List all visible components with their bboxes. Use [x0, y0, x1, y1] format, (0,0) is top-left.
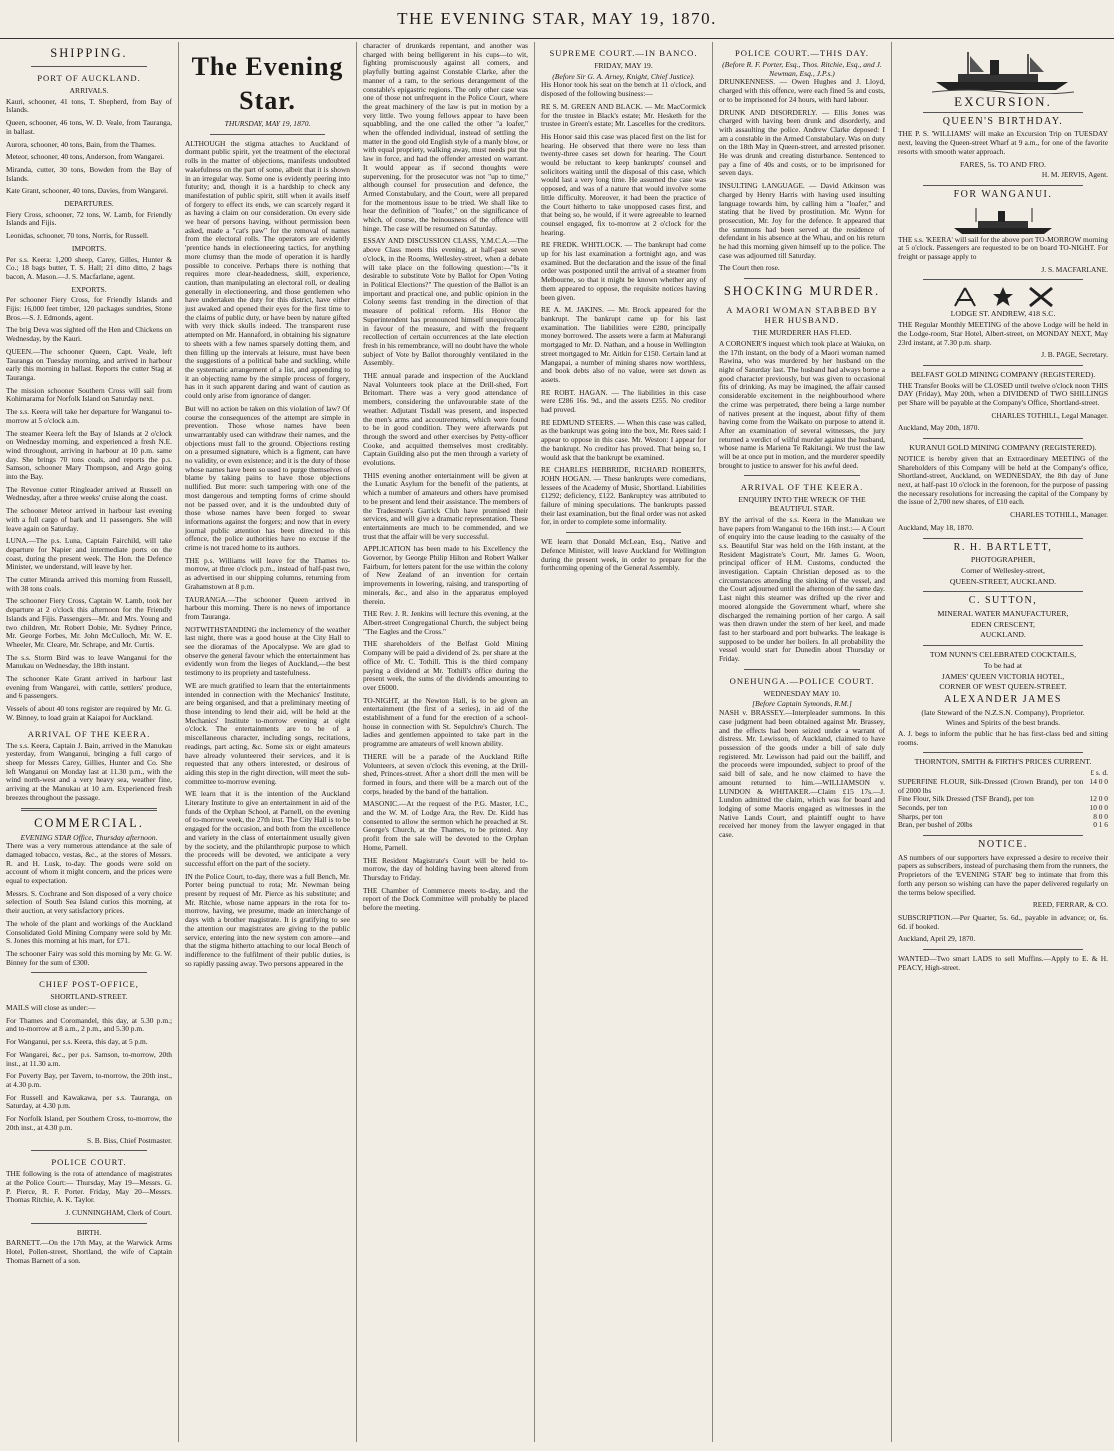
news-paragraph: THE annual parade and inspection of the Auckland Naval Volunteers took place at the Drill-shed, Fort Britomart. There was a very good attendance of members, considering the unfavourable state of the weather. Adjutant Tisdall was present, and inspected the men's arms and accoutrements, which were found to be in good condition. They were afterwards put through the sword and other exercises by Petty-officer Cooke, and acquitted themselves most creditably. Captain Guilding also put the men through a variety of evolutions. [363, 371, 528, 468]
divider [566, 532, 681, 533]
court-case: His Honor said this case was placed first on the list for hearing. He observed that there were no less than twenty-three cases set down for hearing. The Court would be reluctant to keep bankrupts' counsel and solicitors waiting until the disposal of this case, which would last a very long time. He assumed the case was opposed, and was of a nature that would involve some little difficulty. Moreover, it had been the practice of the Court hitherto to take unopposed cases first, and that being so, he would, if it were agreeable to learned counsel engaged, fix to-morrow at 2 o'clock for the hearing. [541, 131, 706, 237]
tothill-manager-date: Auckland, May 18, 1870. [898, 522, 974, 532]
sutton-name: C. SUTTON, [968, 595, 1038, 607]
news-paragraph: TAURANGA.—The schooner Queen arrived in harbour this morning. There is no news of importance from Tauranga. [185, 594, 350, 621]
court-case: RE EDMUND STEERS. — When this case was called, as the bankrupt was going into the box, Mr. Rees said: I appear to oppose in this case. Mr. Weston: I appear for the bankrupt. No creditor has proved. That being so, I would ask that the bankrupt be examined. [541, 417, 706, 462]
star-icon [992, 286, 1014, 308]
divider [923, 645, 1083, 646]
keera-heading: ARRIVAL OF THE KEERA. [27, 728, 151, 739]
post-item: For Thames and Coromandel, this day, at 5.30 p.m.; and to-morrow at 8 a.m., 2 p.m., and 5.30 p.m. [6, 1015, 172, 1034]
commercial-item: Messrs. S. Cochrane and Son disposed of a very choice selection of South Sea Island curios this morning, at their auction, at very satisfactory prices. [6, 888, 172, 916]
police-court-today-heading: POLICE COURT.—THIS DAY. [734, 48, 870, 58]
prices-current-heading: THORNTON, SMITH & FIRTH'S PRICES CURRENT. [914, 757, 1092, 767]
shipping-news: The schooner Kate Grant arrived in harbour last evening from Wangarei, with cattle, settlers' produce, and 6 passengers. [6, 674, 172, 701]
post-item: For Wangarei, &c., per p.s. Samson, to-morrow, 20th inst., at 11.30 a.m. [6, 1049, 172, 1068]
price-value: 0 1 6 [1093, 820, 1108, 830]
exports-text: Per schooner Fiery Cross, for Friendly Islands and Fijis: 16,000 feet timber, 120 packages sundries, Stone Bros.—S. J. Edmonds, agent. [6, 295, 172, 322]
editorial-paragraph: ALTHOUGH the stigma attaches to Auckland of dormant public spirit, yet the treatment of the electoral rolls in the matter of objections, manifests undoubted wakefulness on the part of some, albeit that it is shown in an irregular way. Some one is evidently peering into futurity; and, though it is a hardship to check any manifestation of public spirit, still when it avails itself of forgery to effect its ends, we can scarcely regard it as having a claim on our consideration. On every side we hear of persons having, without permission been asked, made a "cat's paw" for the removal of names from the electoral rolls. The operators are evidently 'prentice hands in electioneering tactics, for anything more clumsy than the mode of operation it is hardly possible to conceive. Perhaps there is nothing that requires more clear-headedness, skill, experience, caution, than manipulating an electoral roll, or dealing generally in electioneering, and those gentlemen who have undertaken the duty for this district, have either just awaked and opened their eyes for the first time to the claims of public duty, or have been by nature gifted with very thick skulls indeed. The transparent ruse attempted on Mr. Hannaford, in obtaining his signature to sheets with a few names sparsely dotting them, and then filling up the intervals at leisure, must have been the suggestions of a political babe and suckling, while the systematic arrangement of a list, and appending to it an objecting name by the simple process of forgery, has in it such apparent daring and want of caution as could only arise from ignorance of danger. [185, 138, 350, 401]
news-paragraph: NOTWITHSTANDING the inclemency of the weather last night, there was a good house at the City Hall to see the dioramas of the Apocalypse. We are glad to observe the general favour which the entertainment has evidently won from the lieges of Auckland,—the best testimony to its propriety and tastefulness. [185, 624, 350, 678]
price-value: 8 0 0 [1093, 811, 1108, 821]
imports-text: Per s.s. Keera: 1,200 sheep, Carey, Gilles, Hunter & Co.; 18 bags butter, T. S. Hall; 21 ditto ditto, 2 bags bacon, A. Mason.—J. S. Macfarlane, agent. [6, 254, 172, 281]
arrival-item: Miranda, cutter, 30 tons, Bowden from the Bay of Islands. [6, 164, 172, 183]
keera-text: The s.s. Keera, Captain J. Bain, arrived in the Manukau yesterday, from Wanganui, bringing a full cargo of sheep for Messrs Carey, Gillies, Hunter and Co. She left Wanganui on Monday last at 11.30 p.m., with the wind north-west and a very heavy sea, weather fine, arriving at the Manukau at 10 a.m. Experienced fresh breezes throughout the passage. [6, 740, 172, 802]
macfarlane-signature: J. S. MACFARLANE. [1041, 264, 1108, 274]
onehunga-date: WEDNESDAY MAY 10. [763, 688, 841, 698]
column-police-and-ads [712, 42, 891, 1442]
news-paragraph: TO-NIGHT, at the Newton Hall, is to be given an entertainment (the first of a series), in aid of the establishment of a fund for the erection of a school-house in connection with St. Sepulchre's Church. The ladies and gentlemen appointed to take part in the programme are amateurs of well known ability. [363, 695, 528, 749]
divider [923, 438, 1083, 439]
murder-subheading-2: THE MURDERER HAS FLED. [752, 328, 852, 338]
newspaper-header-title: THE EVENING STAR, MAY 19, 1870. [397, 9, 717, 28]
birth-heading: BIRTH. [76, 1227, 102, 1237]
postmaster-signature: S. B. Biss, Chief Postmaster. [86, 1135, 172, 1145]
price-item: Fine Flour, Silk Dressed (TSF Brand), per ton [898, 794, 1034, 804]
tothill-signature: CHARLES TOTHILL, Legal Manager. [991, 410, 1108, 420]
photographer-label: PHOTOGRAPHER, [970, 555, 1036, 565]
departure-item: Fiery Cross, schooner, 72 tons, W. Lamb, for Friendly Islands and Fijis. [6, 209, 172, 228]
divider [923, 365, 1083, 366]
proprietor-note: (late Steward of the N.Z.S.N. Company), Proprietor. [921, 707, 1085, 717]
notice-heading: NOTICE. [978, 839, 1028, 851]
divider [21, 808, 157, 811]
divider [31, 66, 147, 67]
sutton-address: EDEN CRESCENT, [971, 619, 1035, 629]
court-date: FRIDAY, MAY 19. [594, 61, 653, 70]
commercial-item: The whole of the plant and workings of the Auckland Consolidated Gold Mining Company were sold by Mr. S. Jones this morning at his mart, for £71. [6, 918, 172, 946]
shipping-news: The s.s. Storm Bird was to leave Wanganui for the Manukau on Wednesday, the 18th instant. [6, 652, 172, 671]
murder-heading: SHOCKING MURDER. [723, 284, 881, 299]
tothill-date: Auckland, May 20th, 1870. [898, 423, 980, 433]
wines-note: Wines and Spirits of the best brands. [945, 718, 1061, 728]
police-case: DRUNKENNESS. — Owen Hughes and J. Lloyd, charged with this offence, were each fined 5s and costs, or to be imprisoned for 24 hours, with hard labour. [719, 77, 885, 104]
arrivals-heading: ARRIVALS. [69, 86, 109, 95]
court-before: (Before Sir G. A. Arney, Knight, Chief Justice). [552, 71, 695, 81]
divider [31, 1223, 147, 1224]
arrival-item: Aurora, schooner, 40 tons, Bain, from the Thames. [6, 139, 156, 149]
court-case: RE A. M. JAKINS. — Mr. Brock appeared for the bankrupt. The bankrupt came up for his last examination. The liabilities were £280, principally money borrowed. The assets were a farm at Mahurangi mortgaged to Mr. D. Nathan, and a house in Wellington street mortgaged to Mr. Aitkin for £150. Certain land at Mangapai, a number of mining shares now worthless, and book debts also of no value, were set down as assets. [541, 305, 706, 384]
news-paragraph: character of drunkards repentant, and another was charged with being belligerent in his cups—to wit, fighting promiscuously against all comers, and playfully butting against Constable Clarke, after the manner of a ram, to the serious derangement of the constable's epigastric regions. The only other case was one of those not unfrequent in the Police Court, where the great machinery of the law is put in motion by a very little. Two young fellows appear to have been squabbling, and the one called the other "a loafer," when the offended individual, instead of settling the matter in the good old English style of a manly blow, or with equal propriety, walking away, must needs put the law in force, and had the offender arrested on warrant. It would appear as if second thoughts were supervening, for the prosecutor was not "up to time," although counsel for prosecution and defence, the Armed Constabulary, and the Court, were all prepared for the momentous issue to be tried. We shall like to hear the definition of "loafer," on the significance of which, of course, the heinousness of the offence will hinge. The case will be resumed on Saturday. [363, 42, 528, 233]
commercial-item: The schooner Fairy was sold this morning by Mr. G. W. Binney for the sum of £300. [6, 948, 172, 967]
news-paragraph: ESSAY AND DISCUSSION CLASS, Y.M.C.A.—The above Class meets this evening, at half-past seven o'clock, in the Rooms, Wellesley-street, when a debate will take place on the following question:—"Is it desirable to substitute Vote by Ballot for Open Voting in Political Elections?" The question of the Ballot is an important and practical one, and public opinion in the Colony seems fast trending in the direction of that measure of political reform. His Honor the Superintendent has pronounced himself unequivocally in favour of the measure, and with the frequent recollection of certain occurrences at the late election fresh in his remembrance, will no doubt have the whole subject of Vote by Ballot thoroughly ventilated in the Assembly. [363, 236, 528, 368]
masthead-title: The Evening Star. [191, 52, 344, 115]
court-case: RE CHARLES HEBBRIDE, RICHARD ROBERTS, JOHN HOGAN. — These bankrupts were comedians, lessees of the Academy of Music, Shortland. Liabilities £1292; deficiency, £122. Bankruptcy was attributed to failure of mining speculations. The bankrupts passed their last examination, but the final order was not asked for, in order to complete some informality. [541, 465, 706, 527]
price-value: 12 0 0 [1089, 794, 1108, 804]
news-paragraph: MASONIC.—At the request of the P.G. Master, I.C., and the W. M. of Lodge Ara, the Rev. Dr. Kidd has consented to allow the sermon which he preached at St. George's Church, at the Thames, to be printed. Any profit from the sale will be devoted to the Orphan Home, Parnell. [363, 799, 528, 852]
kuranui-notice: NOTICE is hereby given that an Extraordinary MEETING of the Shareholders of this Company will be held at the Company's office, Shortland-street, Auckland, on WEDNESDAY, the 8th day of June next, at half-past 10 o'clock in the forenoon, for the purpose of passing the necessary resolutions for increasing the capital of the Company by the issue of 2,700 new shares, of £10 each. [898, 453, 1108, 507]
arrival-item: Kate Grant, schooner, 40 tons, Davies, from Wangarei. [6, 186, 168, 196]
police-case: The Court then rose. [719, 263, 780, 273]
police-case: DRUNK AND DISORDERLY. — Ellis Jones was charged with having been drunk and disorderly, and with assaulting the police. Andrew Clarke deposed: I am a constable in the Armed Constabulary. Was on duty on the 18th May in Queen-street, and arrested prisoner. He was drunk and creating disturbance. Sentenced to pay a fine of 40s and costs, or to be imprisoned for seven days. [719, 107, 885, 178]
sutton-trade: MINERAL WATER MANUFACTURER, [937, 609, 1069, 619]
dateline: THURSDAY, MAY 19, 1870. [224, 119, 311, 128]
alexander-james: ALEXANDER JAMES [944, 693, 1062, 705]
shipping-news: The mission schooner Southern Cross will sail from Kohimarama for Norfolk Island on Saturday next. [6, 385, 172, 404]
belfast-notice: THE Transfer Books will be CLOSED until twelve o'clock noon THIS DAY (Friday), May 20th, when a DIVIDEND of TWO SHILLINGS per Share will be payable at the Company's Office, Shortland-street. [898, 380, 1108, 408]
court-case: RE ROBT. HAGAN. — The liabilities in this case were £286 16s. 9d., and the assets £255. No creditor had proved. [541, 387, 706, 415]
imports-heading: IMPORTS. [71, 243, 107, 253]
news-paragraph: APPLICATION has been made to his Excellency the Governor, by George Philip Hilton and Robert Walker Fairburn, for letters patent for the use within the colony of New Zealand of an invention for certain improvements in lowering, raising, and transporting of minerals, &c., and also in the apparatus employed therein. [363, 544, 528, 606]
divider [210, 134, 325, 135]
post-item: For Norfolk Island, per Southern Cross, to-morrow, the 20th inst., at 4.30 p.m. [6, 1114, 172, 1132]
divider [31, 972, 147, 973]
divider [923, 185, 1083, 186]
divider [744, 475, 860, 476]
williams-excursion-ad: THE P. S. 'WILLIAMS' will make an Excursion Trip on TUESDAY next, leaving the Queen-street Wharf at 9 a.m., for one of the favorite resorts with smooth water approach. [898, 129, 1108, 156]
news-paragraph: THE shareholders of the Belfast Gold Mining Company will be paid a dividend of 2s. per share at the office of Mr. C. Tothill. This is the third company paying a dividend at Mr. Tothill's office during the present week, the sums of the dividends amounting to over £6000. [363, 639, 528, 692]
price-item: Seconds, per ton [898, 802, 948, 812]
bartlett-name: R. H. BARTLETT, [953, 541, 1053, 553]
price-value: 10 0 0 [1089, 802, 1108, 812]
excursion-heading: EXCURSION. [954, 94, 1052, 109]
shipping-news: The schooner Fiery Cross, Captain W. Lamb, took her departure at 2 o'clock this afternoon for the Friendly Islands and Fijis. Passengers—Mr. and Mrs. Young and two children, Mr. Robert Dobie, Mr. Sydney Prince, Mr. George Forbes, Mr. John McCulloch, Mr. W. E. Wheeler, Mr. Cleare, Mr. Schrape, and Mr. Curtis. [6, 596, 172, 649]
divider [923, 112, 1083, 113]
divider [923, 279, 1083, 280]
post-item: For Wanganui, per s.s. Keera, this day, at 5 p.m. [6, 1037, 148, 1047]
steamer-icon [948, 206, 1058, 236]
news-paragraph: THIS evening another entertainment will be given at the Lunatic Asylum for the benefit of the patients, at which a number of amateurs and others have promised to be present and lend their assistance. The members of the Tradesmen's Garrick Club have promised their services, and will give a dramatic representation. These entertainments are much to be commended, and we trust that the affair will be very successful. [363, 470, 528, 541]
belfast-heading: BELFAST GOLD MINING COMPANY (REGISTERED). [910, 369, 1096, 379]
price-value: 14 0 0 [1089, 776, 1108, 786]
murder-subheading: A MAORI WOMAN STABBED BY HER HUSBAND. [726, 305, 878, 326]
shipping-news: The Revenue cutter Ringleader arrived at Russell on Wednesday, after a three weeks' cruise along the coast. [6, 484, 172, 503]
news-paragraph: WE learn that Donald McLean, Esq., Native and Defence Minister, will leave Auckland for Wellington during the present week, in order to prepare for the forthcoming opening of the General Assembly. [541, 537, 706, 573]
exports-heading: EXPORTS. [71, 284, 107, 294]
subscribers-notice: AS numbers of our supporters have expressed a desire to receive their papers as subscribers, instead of purchasing them from the runners, the Proprietors of the 'EVENING STAR' beg to intimate that from this forth any person so wishing can have the paper delivered regularly on the terms below specified. [898, 852, 1108, 897]
shipping-news: LUNA.—The p.s. Luna, Captain Fairchild, will take departure for Napier and intermediate ports on the coast, during the present week. The Hon. the Defence Minister, we understand, will leave by her. [6, 536, 172, 572]
news-paragraph: IN the Police Court, to-day, there was a full Bench, Mr. Porter being punctual to rota; Mr. Newman being present by request of Mr. Pierce as his substitute; and Mr. Ritchie, whose name appears in the rota for to-morrow, having, we presume, made an interchange of days with a brother magistrate. It is gratifying to see the attention our magistrates are giving to the public service, entering into the new system con amore—and that the stigma hitherto attaching to our local Bench of indifference to the fulfilment of their public duties, is so rapidly passing away. Two persons appeared in the [185, 871, 350, 968]
post-item: For Poverty Bay, per Tavern, to-morrow, the 20th inst., at 4.30 p.m. [6, 1071, 172, 1089]
fares-text: FARES, 5s. TO AND FRO. [959, 159, 1046, 169]
divider [744, 669, 860, 670]
arrival-item: Queen, schooner, 46 tons, W. D. Veale, from Tauranga, in ballast. [6, 118, 172, 136]
hotel-name: JAMES' QUEEN VICTORIA HOTEL, [941, 671, 1065, 681]
keera-enquiry-article: BY the arrival of the s.s. Keera in the Manukau we have papers from Wanganui to the 16th inst.:— A Court of enquiry into the cause leading to the casualty of the s.s. Beautiful Star was held on the 16th instant, at the Resident Magistrate's Court, Mr. James G. Woon, principal officer of H.M. Customs, conducted the investigation. Captain Christian deposed as to the circumstances attending the sinking of the vessel, and the Court adjourned until the afternoon of the same day. Last night this steamer was drifted up the river and moored alongside the Government wharf, where she discharged the remaining portion of her cargo. A sail was then drawn under the stern of her keel, and made fast to her starboard and port bulwarks. The leakage is supposed to be under her boilers. In all probability the vessel would start for Dunedin about Thursday or Friday. [719, 514, 885, 664]
jervis-agent: H. M. JERVIS, Agent. [1041, 170, 1108, 180]
steamship-icon [928, 48, 1078, 94]
shipping-news: QUEEN.—The schooner Queen, Capt. Veale, left Tauranga on Tuesday morning, and arrived in harbour early this morning in ballast. Reports the cutter Stag at Tauranga. [6, 346, 172, 382]
advertisements [891, 42, 1114, 1442]
subscription-date: Auckland, April 29, 1870. [898, 934, 976, 944]
supreme-court-heading: SUPREME COURT.—IN BANCO. [549, 48, 698, 58]
subscription-terms: SUBSCRIPTION.—Per Quarter, 5s. 6d., payable in advance; or, 6s. 6d. if booked. [898, 913, 1108, 931]
police-case: INSULTING LANGUAGE. — David Atkinson was charged by Henry Harris with having used insulting language towards him, by calling him a "loafer," and stating that he lived by prostitution. Mr. Wynn for prosecution, Mr. Joy for the defence. It appeared that the summons had been served at the residence of defendant in his absence at the Whau, and on his return he had this morning given himself up to the police. The case was adjourned till Saturday. [719, 181, 885, 260]
post-office-heading: CHIEF POST-OFFICE, [39, 979, 139, 990]
post-office-subheading: SHORTLAND-STREET. [50, 992, 128, 1002]
post-item: For Russell and Kawakawa, per s.s. Tauranga, on Saturday, at 4.30 p.m. [6, 1092, 172, 1111]
divider [923, 949, 1083, 950]
news-paragraph: WE are much gratified to learn that the entertainments intended in connection with the Mechanics' Institute, are being organised, and that a preliminary meeting of those intending to lend their aid, will be held at the Mechanics' Institute to-morrow evening at eight o'clock. The entertainments are to be of a miscellaneous character, including songs, recitations, readings, part acting, &c. Some six or eight amateurs have already volunteered their services, and it is requested that any others interested, or desirous of aiding this step in the right direction, will meet the sub-committee to-morrow evening. [185, 680, 350, 786]
shipping-news: The steamer Keera left the Bay of Islands at 2 o'clock on Wednesday morning, and experienced a fresh N.E. wind throughout, arriving in harbour at 10 p.m. same day. She brings 70 tons coals, and reports the p.s. Samson, schooner Mary Thompson, and Argo going into the Bay. [6, 428, 172, 482]
divider [744, 278, 860, 279]
shipping-news: The brig Deva was sighted off the Hen and Chickens on Wednesday, by the Kauri. [6, 325, 172, 344]
news-paragraph: THE Resident Magistrate's Court will be held to-morrow, the day of holding having been altered from Thursday to Friday. [363, 855, 528, 882]
departures-heading: DEPARTURES. [64, 199, 114, 209]
departure-item: Leonidas, schooner, 70 tons, Norris, for Russell. [6, 231, 149, 241]
police-before: (Before R. F. Porter, Esq., Thos. Ritchie, Esq., and J. Newman, Esq., J.P.s.) [722, 60, 882, 78]
shipping-news: The schooner Meteor arrived in harbour last evening with a full cargo of bark and 11 passengers. She will leave again on Saturday. [6, 506, 172, 533]
keera-enquiry-subheading: ENQUIRY INTO THE WRECK OF THE BEAUTIFUL STAR. [738, 495, 866, 514]
tom-nunn-heading: TOM NUNN'S CELEBRATED COCKTAILS, [929, 650, 1077, 660]
reed-ferrar-signature: REED, FERRAR, & CO. [1032, 900, 1108, 910]
commercial-subheading: EVENING STAR Office, Thursday afternoon. [20, 832, 158, 842]
clerk-signature: J. CUNNINGHAM, Clerk of Court. [65, 1208, 172, 1218]
divider [923, 752, 1083, 753]
court-case: RE FREDK. WHITLOCK. — The bankrupt had come up for his last examination a fortnight ago, and was examined. But the declaration and the issue of the final order was postponed until the arrival of a steamer from Melbourne, so that it might be known whether any of them appeared to oppose, the requisite notices having been given. [541, 240, 706, 302]
sutton-city: AUCKLAND. [980, 630, 1026, 640]
shipping-news: The cutter Miranda arrived this morning from Russell, with 38 tons coals. [6, 575, 172, 593]
saltire-cross-icon [1028, 286, 1054, 308]
commercial-heading: COMMERCIAL. [34, 815, 144, 830]
queens-birthday-heading: QUEEN'S BIRTHDAY. [942, 115, 1064, 127]
kuranui-heading: KURANUI GOLD MINING COMPANY (REGISTERED). [909, 443, 1097, 453]
murder-article: A CORONER'S inquest which took place at Waiuku, on the 17th instant, on the body of a Maori woman named Rawina, who was murdered by her husband on the night of Saturday last. The husband had always borne a good character previously, but was given to occasional fits of drinking. As may be imagined, the affair caused considerable excitement in the neighbourhood where the crime was perpetrated, there being a large number of natives present at the inquest, about fifty of them having come from the Waikato on purpose to attend it. After an examination of several witnesses, the jury returned a verdict of wilful murder against the husband, whose name is Mariena Te Rakitangi. We trust the law will be at once put in motion, and the murderer speedily brought to justice to answer for his awful deed. [719, 338, 885, 470]
price-row [898, 778, 1108, 795]
page-header [0, 0, 1114, 39]
bartlett-address: Corner of Wellesley-street, [961, 565, 1045, 575]
news-paragraph: THE Chamber of Commerce meets to-day, and the report of the Dock Committee will probably be placed before the meeting. [363, 885, 528, 913]
divider [923, 538, 1083, 539]
price-item: SUPERFINE FLOUR, Silk-Dressed (Crown Brand), per ton of 2000 lbs [898, 776, 1084, 795]
lodge-meeting-text: THE Regular Monthly MEETING of the above Lodge will be held in the Lodge-room, Star Hotel, Albert-street, on MONDAY NEXT, May 23rd instant, at 7.30 p.m. sharp. [898, 320, 1108, 347]
port-heading: PORT OF AUCKLAND. [37, 73, 141, 83]
onehunga-heading: ONEHUNGA.—POLICE COURT. [729, 675, 875, 686]
column-supreme-court [534, 42, 712, 1442]
news-paragraph: THE p.s. Williams will leave for the Thames to-morrow, at three o'clock p.m., instead of half-past two, as advertised in our shipping columns, returning from Grahamstown at 8 p.m. [185, 555, 350, 591]
square-compass-icon [952, 286, 978, 308]
court-case: RE S. M. GREEN AND BLACK. — Mr. MacCormick for the trustee in Black's estate; Mr. Hesketh for the trustee in Green's estate; Mr. Lascelles for the creditors. [541, 101, 706, 129]
shipping-heading: SHIPPING. [50, 46, 128, 60]
divider [923, 835, 1083, 836]
post-intro: MAILS will close as under:— [6, 1003, 96, 1013]
onehunga-before: [Before Captain Symonds, R.M.] [752, 699, 852, 709]
keera-sailing-ad: THE s.s. 'KEERA' will sail for the above port TO-MORROW morning at 5 o'clock. Passengers are requested to be on board TO-NIGHT. For freight or passage apply to [898, 234, 1108, 262]
police-rota: THE following is the rota of attendance of magistrates at the Police Court:— Thursday, May 19—Messrs. G. P. Pierce, R. F. Porter. Friday, May 20—Messrs. Thomas Ritchie, A. K. Taylor. [6, 1169, 172, 1205]
to-be-had-label: To be had at [983, 660, 1023, 670]
keera-arrival-heading: ARRIVAL OF THE KEERA. [740, 482, 864, 493]
hotel-corner: CORNER OF WEST QUEEN-STREET. [939, 682, 1067, 692]
police-court-heading: POLICE COURT. [51, 1157, 127, 1168]
shipping-news: The s.s. Keera will take her departure for Wanganui to-morrow at 5 o'clock a.m. [6, 407, 172, 425]
birth-notice: BARNETT.—On the 17th May, at the Warwick Arms Hotel, Pollen-street, Shortland, the wife of Captain Thomas Barnett of a son. [6, 1238, 172, 1265]
masonic-emblems [898, 286, 1108, 308]
news-paragraph: THE Rev. J. R. Jenkins will lecture this evening, at the Albert-street Congregational Church, the subject being "The Eagles and the Cross." [363, 609, 528, 636]
bed-rooms-note: A. J. begs to inform the public that he has first-class bed and sitting rooms. [898, 729, 1108, 747]
shipping-news: Vessels of about 40 tons register are required by Mr. G. W. Binney, to load grain at Kaiapoi for Auckland. [6, 704, 172, 722]
column-editorial [178, 42, 356, 1442]
wanted-ad: WANTED—Two smart LADS to sell Muffins.—Apply to E. & H. PEACY, High-street. [898, 954, 1108, 972]
column-shipping [0, 42, 178, 1442]
news-paragraph: THERE will be a parade of the Auckland Rifle Volunteers, at seven o'clock this evening, at the Drill-shed, Princes-street. After a short drill the men will be formed in fours, and there will be a march out of the corps, headed by the band of the battalion. [363, 751, 528, 796]
price-header: £ s. d. [1090, 768, 1108, 778]
divider [31, 1150, 147, 1151]
news-paragraph: WE learn that it is the intention of the Auckland Literary Institute to give an entertainment in aid of the funds of the Orphan School, at Parnell, on the evening of to-morrow week, the 27th inst. The City Hall is to be engaged for the occasion, and both from the excellence and variety in the class of entertainment usually given by the society, and the philanthropic purpose to which the proceeds will be devoted, we anticipate a very successful effort on the part of the society. [185, 789, 350, 868]
onehunga-article: NASH v. BRASSEY.—Interpleader summons. In this case judgment had been obtained against Mr. Brassey, and the effects had been seized under a warrant of distress. Mr. Lewisson, of Auckland, claimed to have possession of the goods under a bill of sale duly registered. Mr. Lewisson had paid out the bailiff, and the proceeds were impounded, subject to proof of the said bill of sale, and he now claimed to have the amount returned to him.—WILLIAMSON v. LUNDON & WHITAKER.—Claim £15 17s.—J. Lundon admitted the claim, which was for board and lodging of some Maoris engaged as witnesses in the Native Lands Court, and plaintiff ought to have received her money from the lawyer engaged in that case. [719, 708, 885, 840]
tothill-manager-signature: CHARLES TOTHILL, Manager. [1010, 510, 1108, 520]
price-item: Sharps, per ton [898, 811, 943, 821]
page-secretary: J. B. PAGE, Secretary. [1041, 350, 1108, 360]
arrival-item: Kauri, schooner, 41 tons, T. Shepherd, from Bay of Islands. [6, 96, 172, 115]
price-row [898, 821, 1108, 830]
column-news [356, 42, 534, 1442]
lodge-heading: LODGE ST. ANDREW, 418 S.C. [950, 309, 1056, 319]
divider [923, 591, 1083, 592]
wanganui-heading: FOR WANGANUI. [953, 188, 1053, 200]
price-item: Bran, per bushel of 20lbs [898, 820, 973, 830]
court-intro: His Honor took his seat on the bench at 11 o'clock, and disposed of the following business:— [541, 80, 706, 99]
commercial-item: There was a very numerous attendance at the sale of damaged tobacco, vestas, &c., at the stores of Messrs. R. and H. Lusk, to-day. The goods were sold on account of whom it might concern, and the prices were equal to expectation. [6, 841, 172, 886]
bartlett-street: QUEEN-STREET, AUCKLAND. [949, 576, 1057, 586]
editorial-paragraph: But will no action be taken on this violation of law? Of course the consequences of the attempt are simple in prevention. Those whose names have been unwarrantably used can withdraw their names, and the objections must fall to the ground. Objections resting on a presumed signature, which is a figment, can have no validity, or even existence; and it is the duty of those whose names have been so used to purge themselves of blame by taking pains to have those objections nullified. But more: such tampering with one of the most dangerous and tempting forms of crime should not be passed over, and it is the undoubted duty of those whose names have been forged to swear informations against the forgers; and now that in every journal public attention has been directed to this offence, the police authorities have no excuse if the crime is not traced home to its authors. [185, 403, 350, 553]
arrival-item: Meteor, schooner, 40 tons, Anderson, from Wangarei. [6, 152, 165, 162]
